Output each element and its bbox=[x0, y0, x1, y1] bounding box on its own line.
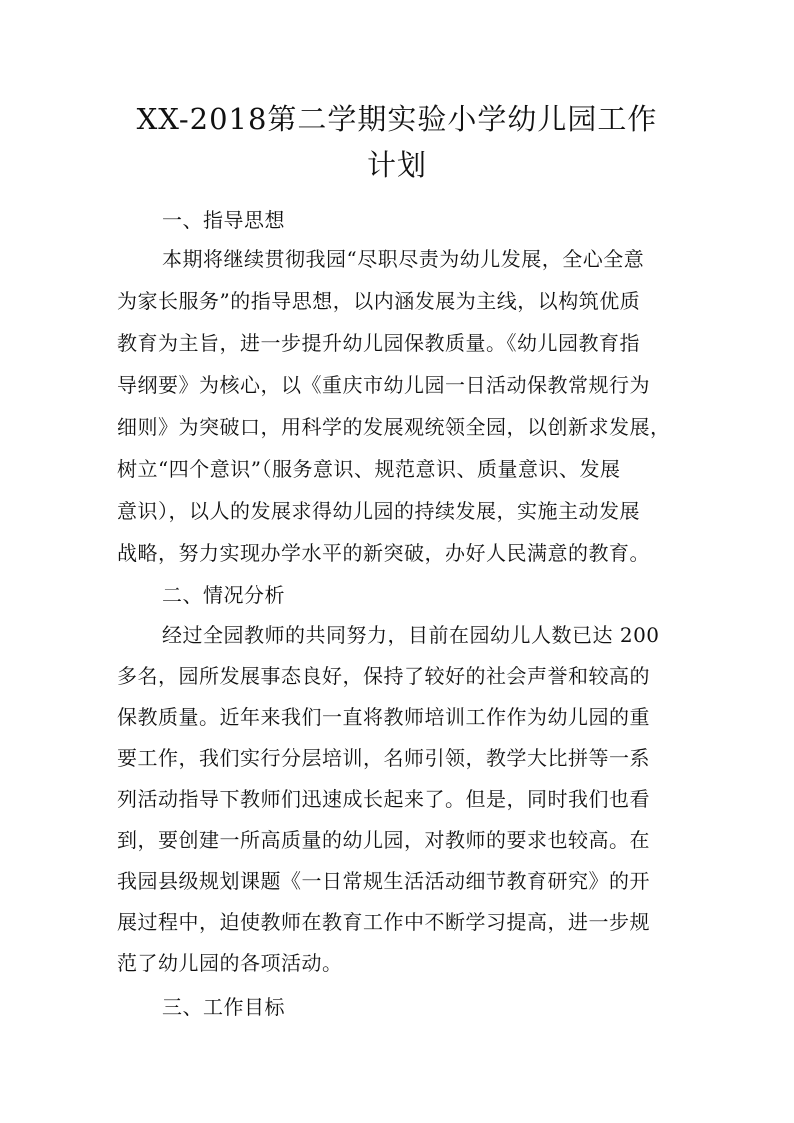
paragraph-line: 意识），以人的发展求得幼儿园的持续发展，实施主动发展 bbox=[117, 499, 640, 523]
paragraph-line: 细则》为突破口，用科学的发展观统领全园，以创新求发展， bbox=[117, 415, 671, 439]
section-heading-work-goals: 三、工作目标 bbox=[162, 995, 285, 1019]
paragraph-line: 教育为主旨，进一步提升幼儿园保教质量。《幼儿园教育指 bbox=[117, 331, 640, 355]
title-line-2: 计划 bbox=[366, 148, 427, 182]
title-line-1: XX-2018第二学期实验小学幼儿园工作 bbox=[136, 102, 658, 136]
paragraph-line: 多名，园所发展事态良好，保持了较好的社会声誉和较高的 bbox=[117, 664, 650, 688]
paragraph-line: 到，要创建一所高质量的幼儿园，对教师的要求也较高。在 bbox=[117, 828, 650, 852]
paragraph-line: 经过全园教师的共同努力，目前在园幼儿人数已达 200 bbox=[162, 623, 660, 647]
paragraph-line: 我园县级规划课题《一日常规生活活动细节教育研究》的开 bbox=[117, 869, 650, 893]
paragraph-line: 列活动指导下教师们迅速成长起来了。但是，同时我们也看 bbox=[117, 787, 650, 811]
section-heading-guiding-ideology: 一、指导思想 bbox=[162, 208, 285, 232]
paragraph-line: 导纲要》为核心，以《重庆市幼儿园一日活动保教常规行为 bbox=[117, 373, 650, 397]
section-heading-situation-analysis: 二、情况分析 bbox=[162, 583, 285, 607]
paragraph-line: 保教质量。近年来我们一直将教师培训工作作为幼儿园的重 bbox=[117, 705, 650, 729]
paragraph-line: 本期将继续贯彻我园“尽职尽责为幼儿发展，全心全意 bbox=[162, 247, 645, 271]
paragraph-line: 范了幼儿园的各项活动。 bbox=[117, 951, 343, 975]
paragraph-line: 展过程中，迫使教师在教育工作中不断学习提高，进一步规 bbox=[117, 910, 650, 934]
paragraph-line: 战略，努力实现办学水平的新突破，办好人民满意的教育。 bbox=[117, 541, 650, 565]
paragraph-line: 树立“四个意识”（服务意识、规范意识、质量意识、发展 bbox=[117, 457, 621, 481]
paragraph-line: 为家长服务”的指导思想，以内涵发展为主线，以构筑优质 bbox=[117, 289, 641, 313]
document-title bbox=[60, 96, 734, 188]
paragraph-line: 要工作，我们实行分层培训，名师引领，教学大比拼等一系 bbox=[117, 746, 650, 770]
